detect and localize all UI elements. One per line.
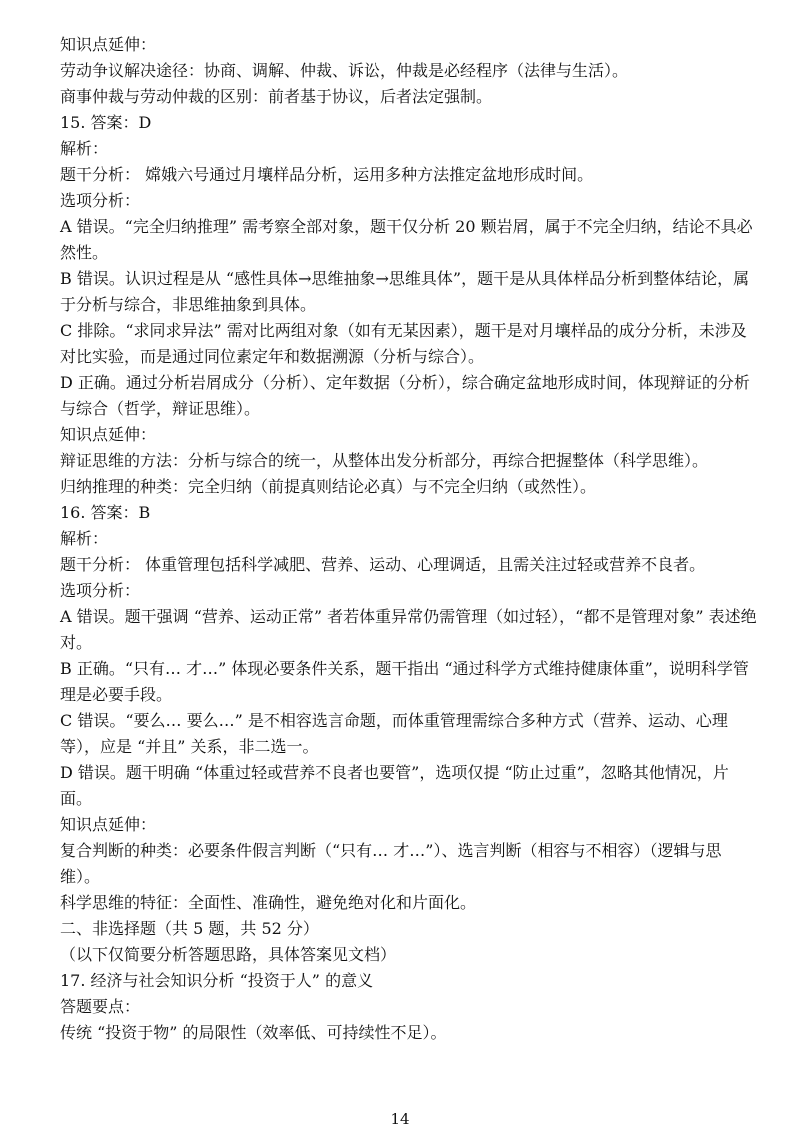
option-b: B 正确。“只有… 才…” 体现必要条件关系，题干指出 “通过科学方式维持健康体重”，说明科学管理是必要手段。 [60, 659, 749, 704]
answer-heading-16: 16. 答案：B [60, 503, 151, 522]
analysis-label: 解析： [60, 139, 109, 158]
option-b: B 错误。认识过程是从 “感性具体→思维抽象→思维具体”，题干是从具体样品分析到整体结论，属于分析与综合，非思维抽象到具体。 [60, 269, 750, 314]
question-analysis: 题干分析： 嫦娥六号通过月壤样品分析，运用多种方法推定盆地形成时间。 [60, 165, 594, 184]
text-line: 辩证思维的方法：分析与综合的统一，从整体出发分析部分，再综合把握整体（科学思维）。 [60, 451, 709, 470]
question-analysis: 题干分析： 体重管理包括科学减肥、营养、运动、心理调适，且需关注过轻或营养不良者。 [60, 555, 706, 574]
option-a: A 错误。“完全归纳推理” 需考察全部对象，题干仅分析 20 颗岩屑，属于不完全归纳，结论不具必然性。 [60, 217, 753, 262]
document-body [60, 32, 760, 1046]
key-points-label: 答题要点： [60, 997, 141, 1016]
knowledge-extension-heading: 知识点延伸： [60, 35, 157, 54]
option-d: D 错误。题干明确 “体重过轻或营养不良者也要管”，选项仅提 “防止过重”，忽略其他情况，片面。 [60, 763, 729, 808]
text-line: 科学思维的特征：全面性、准确性，避免绝对化和片面化。 [60, 893, 477, 912]
text-line: 劳动争议解决途径：协商、调解、仲裁、诉讼，仲裁是必经程序（法律与生活）。 [60, 61, 629, 80]
knowledge-extension-heading: 知识点延伸： [60, 425, 157, 444]
question-17-heading: 17. 经济与社会知识分析 “投资于人” 的意义 [60, 971, 374, 990]
section-note: （以下仅简要分析答题思路，具体答案见文档） [60, 945, 397, 964]
text-line: 归纳推理的种类：完全归纳（前提真则结论必真）与不完全归纳（或然性）。 [60, 477, 597, 496]
option-c: C 错误。“要么… 要么…” 是不相容选言命题，而体重管理需综合多种方式（营养、运动、心理等），应是 “并且” 关系，非二选一。 [60, 711, 728, 756]
option-a: A 错误。题干强调 “营养、运动正常” 者若体重异常仍需管理（如过轻），“都不是管理对象” 表述绝对。 [60, 607, 757, 652]
page-number: 14 [390, 1110, 410, 1128]
knowledge-extension-heading: 知识点延伸： [60, 815, 157, 834]
text-line: 传统 “投资于物” 的局限性（效率低、可持续性不足）。 [60, 1023, 447, 1042]
option-c: C 排除。“求同求异法” 需对比两组对象（如有无某因素），题干是对月壤样品的成分分析，未涉及对比实验，而是通过同位素定年和数据溯源（分析与综合）。 [60, 321, 747, 366]
option-analysis-label: 选项分析： [60, 581, 141, 600]
option-analysis-label: 选项分析： [60, 191, 141, 210]
text-line: 商事仲裁与劳动仲裁的区别：前者基于协议，后者法定强制。 [60, 87, 493, 106]
answer-heading-15: 15. 答案：D [60, 113, 152, 132]
analysis-label: 解析： [60, 529, 109, 548]
text-line: 复合判断的种类：必要条件假言判断（“只有… 才…”）、选言判断（相容与不相容）（逻辑与思维）。 [60, 841, 722, 886]
option-d: D 正确。通过分析岩屑成分（分析）、定年数据（分析），综合确定盆地形成时间，体现辩证的分析与综合（哲学，辩证思维）。 [60, 373, 750, 418]
section-heading: 二、非选择题（共 5 题，共 52 分） [60, 919, 319, 938]
